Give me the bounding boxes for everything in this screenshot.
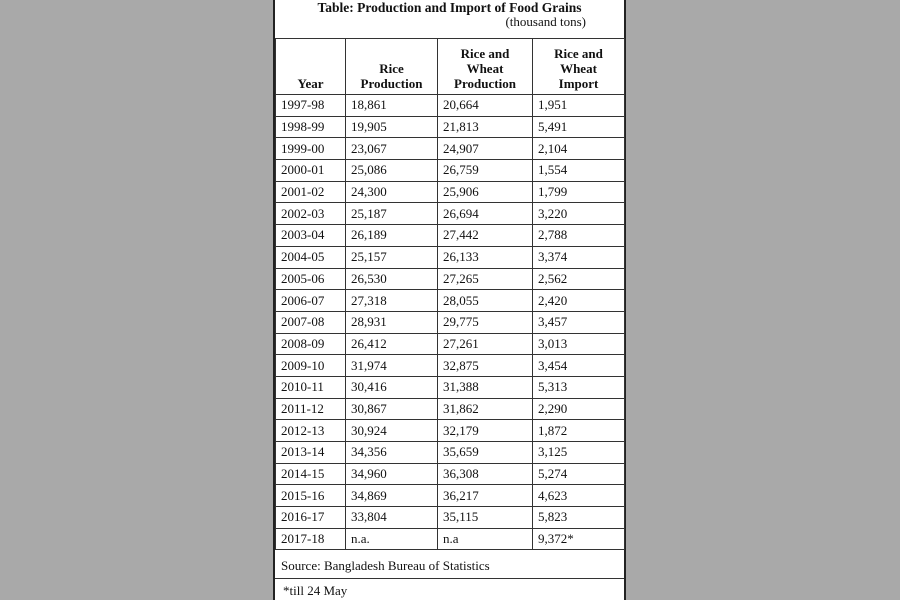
cell-rice-wheat-import: 5,823 bbox=[533, 507, 625, 529]
table-row bbox=[276, 290, 625, 312]
cell-rice-wheat-import: 3,125 bbox=[533, 442, 625, 464]
table-row bbox=[276, 311, 625, 333]
cell-rice-wheat-import: 5,274 bbox=[533, 463, 625, 485]
cell-rice-production: 24,300 bbox=[346, 181, 438, 203]
cell-rice-wheat-import: 2,420 bbox=[533, 290, 625, 312]
cell-rice-wheat-production: 26,759 bbox=[438, 160, 533, 182]
cell-year: 1997-98 bbox=[276, 95, 346, 117]
cell-rice-wheat-production: 35,115 bbox=[438, 507, 533, 529]
table-row bbox=[276, 116, 625, 138]
header-rice-production bbox=[346, 39, 438, 95]
cell-year: 2005-06 bbox=[276, 268, 346, 290]
cell-year: 2003-04 bbox=[276, 225, 346, 247]
cell-year: 2002-03 bbox=[276, 203, 346, 225]
header-row bbox=[276, 39, 625, 95]
food-grains-table bbox=[275, 38, 625, 550]
cell-rice-wheat-production: 31,388 bbox=[438, 376, 533, 398]
cell-rice-wheat-production: 27,265 bbox=[438, 268, 533, 290]
cell-rice-wheat-import: 2,562 bbox=[533, 268, 625, 290]
cell-rice-wheat-import: 3,457 bbox=[533, 311, 625, 333]
cell-rice-production: 30,867 bbox=[346, 398, 438, 420]
cell-rice-wheat-import: 2,788 bbox=[533, 225, 625, 247]
cell-rice-wheat-import: 1,554 bbox=[533, 160, 625, 182]
cell-rice-production: 30,924 bbox=[346, 420, 438, 442]
units-label: (thousand tons) bbox=[505, 14, 586, 29]
table-title: Table: Production and Import of Food Grains bbox=[317, 0, 582, 15]
cell-year: 2010-11 bbox=[276, 376, 346, 398]
cell-rice-wheat-production: 21,813 bbox=[438, 116, 533, 138]
cell-rice-wheat-production: 20,664 bbox=[438, 95, 533, 117]
cell-rice-wheat-import: 9,372* bbox=[533, 528, 625, 550]
header-line: Wheat bbox=[560, 61, 597, 76]
divider bbox=[275, 578, 624, 579]
cell-year: 2001-02 bbox=[276, 181, 346, 203]
header-year bbox=[276, 39, 346, 95]
cell-year: 2008-09 bbox=[276, 333, 346, 355]
table-row bbox=[276, 398, 625, 420]
cell-rice-wheat-import: 4,623 bbox=[533, 485, 625, 507]
cell-rice-production: 26,412 bbox=[346, 333, 438, 355]
cell-rice-wheat-production: 32,875 bbox=[438, 355, 533, 377]
cell-rice-wheat-import: 3,220 bbox=[533, 203, 625, 225]
cell-year: 2017-18 bbox=[276, 528, 346, 550]
table-sheet bbox=[273, 0, 626, 600]
cell-rice-production: 25,187 bbox=[346, 203, 438, 225]
cell-year: 1999-00 bbox=[276, 138, 346, 160]
cell-year: 2000-01 bbox=[276, 160, 346, 182]
cell-rice-wheat-production: 24,907 bbox=[438, 138, 533, 160]
cell-rice-wheat-import: 1,799 bbox=[533, 181, 625, 203]
cell-rice-production: 26,189 bbox=[346, 225, 438, 247]
table-row bbox=[276, 376, 625, 398]
cell-rice-wheat-production: 26,133 bbox=[438, 246, 533, 268]
cell-rice-wheat-production: 36,217 bbox=[438, 485, 533, 507]
cell-rice-wheat-import: 1,951 bbox=[533, 95, 625, 117]
cell-rice-production: 34,960 bbox=[346, 463, 438, 485]
cell-rice-wheat-import: 2,290 bbox=[533, 398, 625, 420]
header-rice-wheat-production bbox=[438, 39, 533, 95]
header-line: Production bbox=[454, 76, 516, 91]
cell-rice-wheat-import: 2,104 bbox=[533, 138, 625, 160]
table-row bbox=[276, 268, 625, 290]
header-line: Wheat bbox=[466, 61, 504, 76]
cell-year: 2009-10 bbox=[276, 355, 346, 377]
cell-rice-production: 18,861 bbox=[346, 95, 438, 117]
footnote: *till 24 May bbox=[283, 583, 348, 598]
cell-rice-production: 25,157 bbox=[346, 246, 438, 268]
cell-rice-wheat-import: 1,872 bbox=[533, 420, 625, 442]
table-row bbox=[276, 333, 625, 355]
cell-rice-wheat-import: 5,491 bbox=[533, 116, 625, 138]
header-line: Production bbox=[360, 76, 423, 91]
table-row bbox=[276, 181, 625, 203]
cell-rice-production: 30,416 bbox=[346, 376, 438, 398]
cell-year: 2007-08 bbox=[276, 311, 346, 333]
table-row bbox=[276, 138, 625, 160]
cell-rice-production: n.a. bbox=[346, 528, 438, 550]
table-row bbox=[276, 463, 625, 485]
table-row bbox=[276, 528, 625, 550]
cell-rice-production: 34,869 bbox=[346, 485, 438, 507]
cell-rice-production: 25,086 bbox=[346, 160, 438, 182]
cell-rice-wheat-import: 5,313 bbox=[533, 376, 625, 398]
cell-rice-production: 31,974 bbox=[346, 355, 438, 377]
cell-rice-wheat-production: 25,906 bbox=[438, 181, 533, 203]
cell-rice-wheat-production: 27,261 bbox=[438, 333, 533, 355]
cell-rice-wheat-production: 35,659 bbox=[438, 442, 533, 464]
table-row bbox=[276, 420, 625, 442]
cell-rice-wheat-production: 27,442 bbox=[438, 225, 533, 247]
cell-rice-production: 34,356 bbox=[346, 442, 438, 464]
cell-year: 2011-12 bbox=[276, 398, 346, 420]
header-year-label: Year bbox=[297, 76, 324, 91]
cell-rice-wheat-production: 29,775 bbox=[438, 311, 533, 333]
cell-rice-production: 23,067 bbox=[346, 138, 438, 160]
cell-year: 1998-99 bbox=[276, 116, 346, 138]
header-line: Rice and bbox=[554, 46, 603, 61]
cell-year: 2012-13 bbox=[276, 420, 346, 442]
table-row bbox=[276, 160, 625, 182]
table-row bbox=[276, 95, 625, 117]
table-row bbox=[276, 225, 625, 247]
cell-year: 2014-15 bbox=[276, 463, 346, 485]
table-row bbox=[276, 442, 625, 464]
table-row bbox=[276, 485, 625, 507]
table-row bbox=[276, 355, 625, 377]
header-rice-wheat-import bbox=[533, 39, 625, 95]
cell-rice-production: 26,530 bbox=[346, 268, 438, 290]
table-row bbox=[276, 507, 625, 529]
header-line: Import bbox=[558, 76, 599, 91]
cell-rice-wheat-import: 3,374 bbox=[533, 246, 625, 268]
cell-rice-production: 19,905 bbox=[346, 116, 438, 138]
table-row bbox=[276, 246, 625, 268]
cell-year: 2006-07 bbox=[276, 290, 346, 312]
cell-rice-wheat-production: 28,055 bbox=[438, 290, 533, 312]
source-note: Source: Bangladesh Bureau of Statistics bbox=[281, 558, 490, 573]
cell-rice-production: 28,931 bbox=[346, 311, 438, 333]
cell-rice-wheat-production: 26,694 bbox=[438, 203, 533, 225]
cell-rice-wheat-production: 32,179 bbox=[438, 420, 533, 442]
header-line: Rice bbox=[379, 61, 404, 76]
cell-rice-production: 33,804 bbox=[346, 507, 438, 529]
cell-rice-wheat-production: 36,308 bbox=[438, 463, 533, 485]
cell-year: 2004-05 bbox=[276, 246, 346, 268]
cell-year: 2013-14 bbox=[276, 442, 346, 464]
cell-year: 2016-17 bbox=[276, 507, 346, 529]
cell-rice-production: 27,318 bbox=[346, 290, 438, 312]
header-line: Rice and bbox=[460, 46, 510, 61]
cell-rice-wheat-production: 31,862 bbox=[438, 398, 533, 420]
cell-rice-wheat-production: n.a bbox=[438, 528, 533, 550]
cell-rice-wheat-import: 3,013 bbox=[533, 333, 625, 355]
cell-year: 2015-16 bbox=[276, 485, 346, 507]
cell-rice-wheat-import: 3,454 bbox=[533, 355, 625, 377]
table-row bbox=[276, 203, 625, 225]
